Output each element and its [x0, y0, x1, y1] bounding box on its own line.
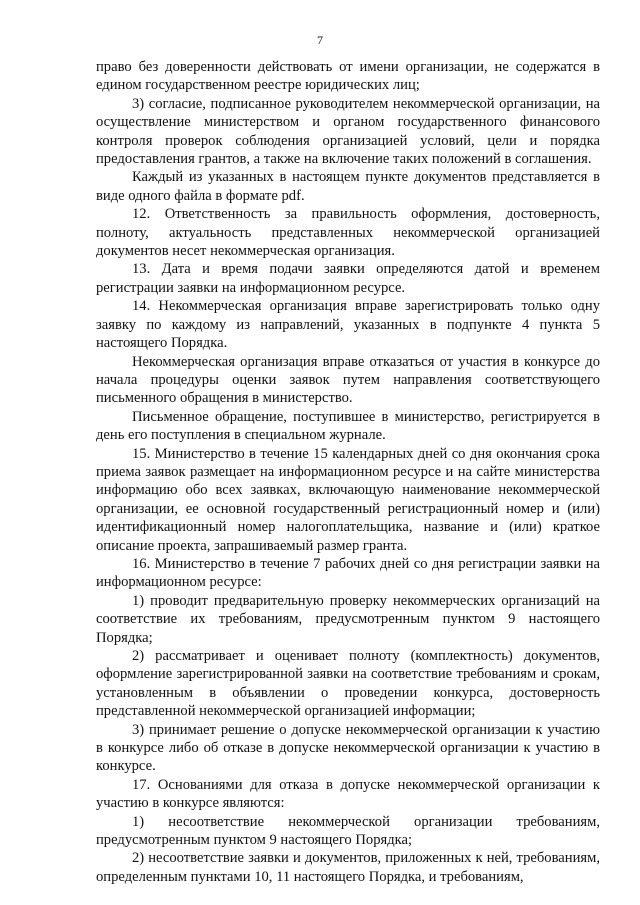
- paragraph: 16. Министерство в течение 7 рабочих дней со дня регистрации заявки на информационном ресурсе:: [96, 555, 600, 591]
- paragraph: Письменное обращение, поступившее в министерство, регистрируется в день его поступления в специальном журнале.: [96, 408, 600, 444]
- paragraph: 1) проводит предварительную проверку некоммерческих организаций на соответствие их требованиям, предусмотренным пунктом 9 настоящего Порядка;: [96, 592, 600, 646]
- paragraph: 3) согласие, подписанное руководителем некоммерческой организации, на осуществление министерством и органом государственного финансового контроля проверок соблюдения организацией условий, цели и порядка предоставления грантов, а также на включение таких положений в соглашения.: [96, 95, 600, 168]
- paragraph: Некоммерческая организация вправе отказаться от участия в конкурсе до начала процедуры оценки заявок путем направления соответствующего письменного обращения в министерство.: [96, 353, 600, 407]
- paragraph: 13. Дата и время подачи заявки определяются датой и временем регистрации заявки на информационном ресурсе.: [96, 261, 600, 296]
- paragraph: 17. Основаниями для отказа в допуске некоммерческой организации к участию в конкурсе являются:: [96, 776, 600, 812]
- paragraph: 12. Ответственность за правильность оформления, достоверность, полноту, актуальность представленных некоммерческой организацией документов несет некоммерческая организация.: [96, 206, 600, 260]
- paragraph: 14. Некоммерческая организация вправе зарегистрировать только одну заявку по каждому из направлений, указанных в подпункте 4 пункта 5 настоящего Порядка.: [96, 298, 600, 352]
- paragraph: 3) принимает решение о допуске некоммерческой организации к участию в конкурсе либо об отказе в допуске некоммерческой организации к участию в конкурсе.: [96, 721, 600, 775]
- paragraph: 2) рассматривает и оценивает полноту (комплектность) документов, оформление зарегистрированной заявки на соответствие требованиям и срокам, установленным в объявлении о проведении конкурса, достоверность представленной некоммерческой организацией информации;: [96, 648, 600, 720]
- paragraph: 2) несоответствие заявки и документов, приложенных к ней, требованиям, определенным пунктами 10, 11 настоящего Порядка, и требованиям,: [96, 850, 600, 885]
- paragraph: Каждый из указанных в настоящем пункте документов представляется в виде одного файла в формате pdf.: [96, 169, 600, 204]
- paragraph: право без доверенности действовать от имени организации, не содержатся в едином государственном реестре юридических лиц;: [96, 59, 600, 94]
- paragraph: 1) несоответствие некоммерческой организации требованиям, предусмотренным пунктом 9 настоящего Порядка;: [96, 813, 600, 849]
- document-body: [96, 58, 600, 886]
- paragraph: 15. Министерство в течение 15 календарных дней со дня окончания срока приема заявок размещает на информационном ресурсе и на сайте министерства информацию обо всех заявках, включающую наименование некоммерческой организации, ее основной государственный регистрационный номер и (или) идентификационный номер налогоплательщика, название и (или) краткое описание проекта, запрашиваемый размер гранта.: [96, 445, 600, 554]
- page-number: 7: [317, 33, 323, 47]
